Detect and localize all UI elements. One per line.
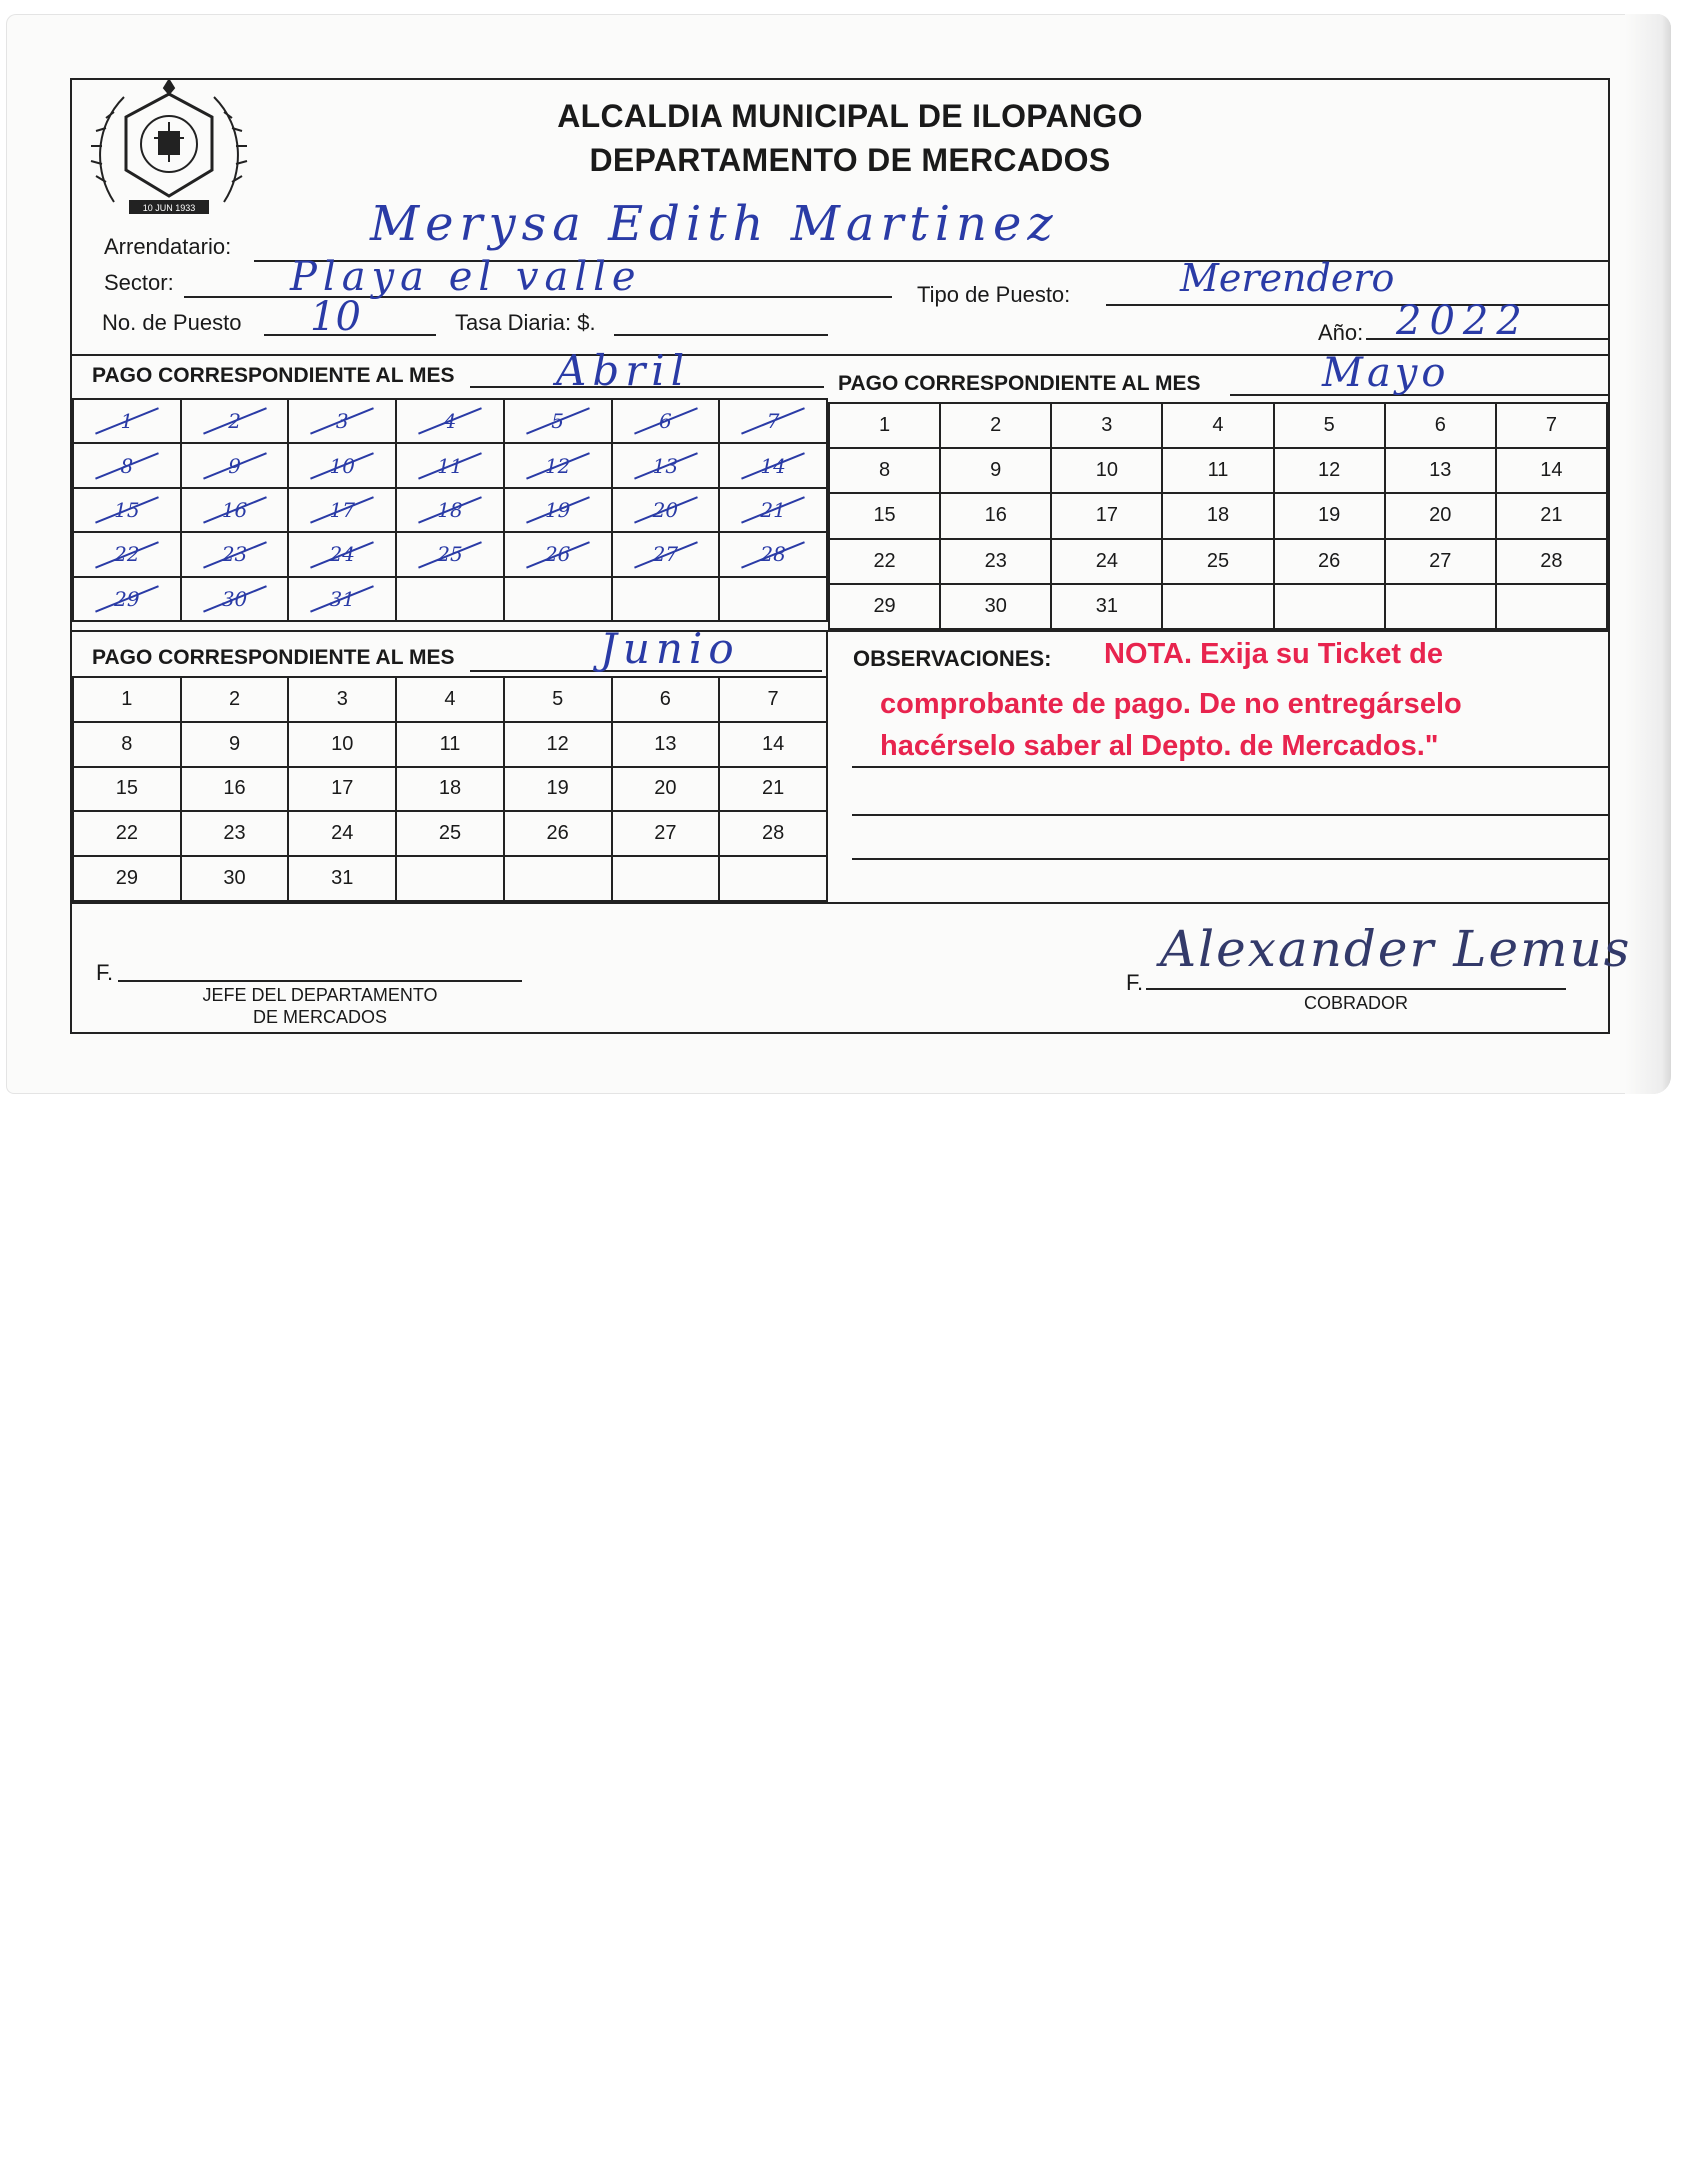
section-divider-3 [70,902,1610,904]
page-subtitle: DEPARTAMENTO DE MERCADOS [589,142,1111,178]
jefe-signature-f: F. [96,960,114,985]
month1-day-6: 6 [612,399,720,443]
month1-day-7: 7 [719,399,827,443]
month1-empty-cell [719,577,827,621]
month2-empty-cell [1162,584,1273,629]
month1-row [73,577,827,621]
puesto-label: No. de Puesto [102,310,242,335]
month3-day-3: 3 [288,677,396,722]
tasa-label: Tasa Diaria: $. [455,310,596,335]
month3-day-1: 1 [73,677,181,722]
month1-day-27: 27 [612,532,720,576]
month3-day-23: 23 [181,811,289,856]
month2-day-30: 30 [940,584,1051,629]
jefe-signature-line [118,980,522,982]
month2-day-3: 3 [1051,403,1162,448]
month2-day-1: 1 [829,403,940,448]
cobrador-caption: COBRADOR [1303,993,1408,1013]
month3-label: PAGO CORRESPONDIENTE AL MES [92,646,455,669]
month1-day-30: 30 [181,577,289,621]
month3-day-16: 16 [181,767,289,812]
month2-day-6: 6 [1385,403,1496,448]
emblem-banner-text: 10 JUN 1933 [142,203,196,213]
month2-day-5: 5 [1274,403,1385,448]
month2-day-16: 16 [940,493,1051,538]
month3-empty-cell [396,856,504,901]
month1-row [73,488,827,532]
month1-day-28: 28 [719,532,827,576]
month3-day-14: 14 [719,722,827,767]
month3-row [73,677,827,722]
month3-day-10: 10 [288,722,396,767]
month3-day-grid [72,676,828,902]
anio-label: Año: [1318,320,1364,345]
month3-day-24: 24 [288,811,396,856]
nota-line-1: NOTA. Exija su Ticket de [1104,638,1443,670]
column-divider [826,630,828,902]
municipal-emblem [84,72,254,224]
month2-day-7: 7 [1496,403,1607,448]
anio-value: 2022 [1396,298,1530,344]
month2-day-2: 2 [940,403,1051,448]
arrendatario-label: Arrendatario: [104,234,232,259]
obs-line-3 [852,858,1608,860]
month3-empty-cell [504,856,612,901]
month3-row [73,811,827,856]
month1-row [73,399,827,443]
month3-empty-cell [719,856,827,901]
month2-day-25: 25 [1162,539,1273,584]
month3-day-8: 8 [73,722,181,767]
month3-day-18: 18 [396,767,504,812]
month2-day-11: 11 [1162,448,1273,493]
month2-row [829,539,1607,584]
section-divider-2 [70,630,1610,632]
month3-day-27: 27 [612,811,720,856]
month1-empty-cell [504,577,612,621]
month3-day-2: 2 [181,677,289,722]
month2-day-12: 12 [1274,448,1385,493]
nota-line-3: hacérselo saber al Depto. de Mercados." [880,730,1439,762]
month1-empty-cell [396,577,504,621]
tipo-puesto-value: Merendero [1180,256,1395,300]
month2-day-27: 27 [1385,539,1496,584]
nota-line-2: comprobante de pago. De no entregárselo [880,688,1462,720]
month3-day-29: 29 [73,856,181,901]
month3-day-4: 4 [396,677,504,722]
tipo-puesto-label: Tipo de Puesto: [917,282,1071,307]
month1-day-29: 29 [73,577,181,621]
month3-empty-cell [612,856,720,901]
month1-day-9: 9 [181,443,289,487]
month1-day-8: 8 [73,443,181,487]
month3-day-13: 13 [612,722,720,767]
month3-day-30: 30 [181,856,289,901]
month2-day-31: 31 [1051,584,1162,629]
month1-day-3: 3 [288,399,396,443]
month2-empty-cell [1385,584,1496,629]
month3-day-19: 19 [504,767,612,812]
month3-day-25: 25 [396,811,504,856]
month1-row [73,443,827,487]
month1-day-2: 2 [181,399,289,443]
month2-row [829,403,1607,448]
month1-day-31: 31 [288,577,396,621]
month3-day-31: 31 [288,856,396,901]
month3-day-11: 11 [396,722,504,767]
month1-day-22: 22 [73,532,181,576]
month2-empty-cell [1274,584,1385,629]
month1-day-15: 15 [73,488,181,532]
puesto-value: 10 [310,294,361,340]
cobrador-signature-line [1146,988,1566,990]
month2-day-8: 8 [829,448,940,493]
month1-label: PAGO CORRESPONDIENTE AL MES [92,364,455,387]
month1-day-16: 16 [181,488,289,532]
month3-row [73,767,827,812]
month3-day-7: 7 [719,677,827,722]
month2-day-4: 4 [1162,403,1273,448]
month1-day-17: 17 [288,488,396,532]
month2-day-grid [828,402,1608,630]
month1-day-21: 21 [719,488,827,532]
sector-value: Playa el valle [290,254,642,300]
month1-day-13: 13 [612,443,720,487]
month2-row [829,493,1607,538]
month3-day-28: 28 [719,811,827,856]
page-title: ALCALDIA MUNICIPAL DE ILOPANGO [557,98,1143,134]
month1-day-5: 5 [504,399,612,443]
month2-day-10: 10 [1051,448,1162,493]
month1-day-12: 12 [504,443,612,487]
month2-day-15: 15 [829,493,940,538]
month1-empty-cell [612,577,720,621]
month1-day-18: 18 [396,488,504,532]
month1-day-24: 24 [288,532,396,576]
observaciones-label: OBSERVACIONES: [853,646,1052,671]
card-edge [1625,14,1671,1094]
month3-day-9: 9 [181,722,289,767]
month3-day-21: 21 [719,767,827,812]
month3-day-17: 17 [288,767,396,812]
month2-day-19: 19 [1274,493,1385,538]
cobrador-signature: Alexander Lemus [1160,920,1632,978]
month2-day-26: 26 [1274,539,1385,584]
sector-label: Sector: [104,270,174,295]
month3-day-15: 15 [73,767,181,812]
month3-row [73,856,827,901]
month2-day-22: 22 [829,539,940,584]
month1-day-25: 25 [396,532,504,576]
month2-day-20: 20 [1385,493,1496,538]
jefe-caption: JEFE DEL DEPARTAMENTO DE MERCADOS [202,985,438,1027]
obs-line-2 [852,814,1608,816]
month2-day-9: 9 [940,448,1051,493]
month2-day-14: 14 [1496,448,1607,493]
month3-value: Junio [600,624,740,673]
month2-label: PAGO CORRESPONDIENTE AL MES [838,372,1201,395]
month2-day-29: 29 [829,584,940,629]
month2-day-23: 23 [940,539,1051,584]
tipo-puesto-line [1106,304,1608,306]
month2-day-18: 18 [1162,493,1273,538]
month2-day-24: 24 [1051,539,1162,584]
cobrador-signature-f: F. [1126,970,1144,995]
month1-day-14: 14 [719,443,827,487]
month3-day-12: 12 [504,722,612,767]
month3-day-6: 6 [612,677,720,722]
month1-day-19: 19 [504,488,612,532]
month2-row [829,448,1607,493]
month1-day-20: 20 [612,488,720,532]
month2-day-21: 21 [1496,493,1607,538]
month1-day-4: 4 [396,399,504,443]
month2-day-28: 28 [1496,539,1607,584]
tasa-line [614,334,828,336]
month1-day-10: 10 [288,443,396,487]
month2-value: Mayo [1322,350,1450,396]
month2-empty-cell [1496,584,1607,629]
month1-day-26: 26 [504,532,612,576]
arrendatario-value: Merysa Edith Martinez [370,196,1059,252]
month3-day-22: 22 [73,811,181,856]
obs-line-1 [852,766,1608,768]
month1-day-11: 11 [396,443,504,487]
month3-day-26: 26 [504,811,612,856]
month3-day-20: 20 [612,767,720,812]
month2-row [829,584,1607,629]
month2-day-17: 17 [1051,493,1162,538]
month3-row [73,722,827,767]
month1-value: Abril [556,346,691,395]
month2-day-13: 13 [1385,448,1496,493]
month1-day-23: 23 [181,532,289,576]
month1-row [73,532,827,576]
month3-day-5: 5 [504,677,612,722]
month1-day-1: 1 [73,399,181,443]
month1-day-grid [72,398,828,622]
